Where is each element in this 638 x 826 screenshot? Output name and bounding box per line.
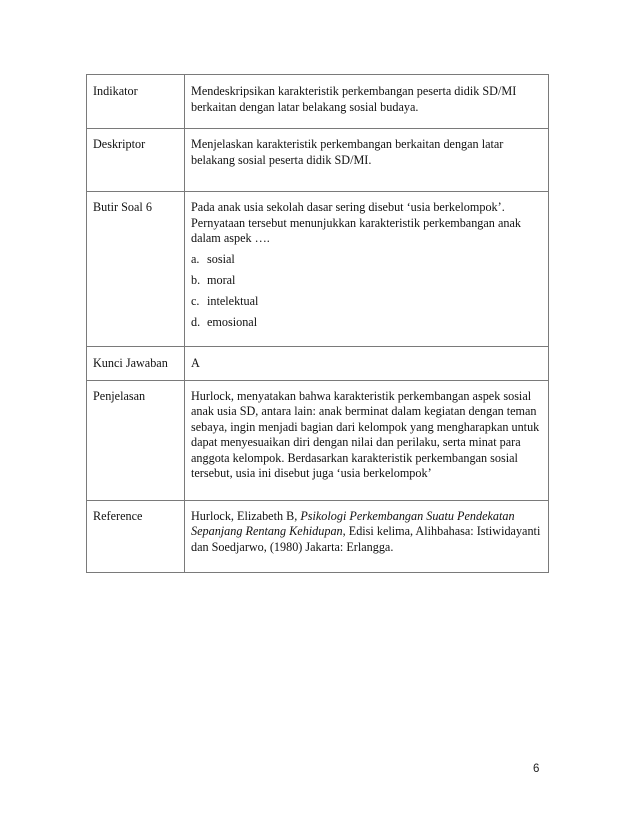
option-text: intelektual <box>207 293 259 308</box>
reference-author: Hurlock, Elizabeth B, <box>191 508 301 523</box>
table-row-kunci-jawaban <box>87 347 549 381</box>
penjelasan-text: Hurlock, menyatakan bahwa karakteristik perkembangan aspek sosial anak usia SD, antara lain: anak berminat dalam kegiatan dengan teman sebaya, ingin menjadi bagian dari kelompok yang mengharapkan untuk dapat menyesuaikan diri dengan nilai dan perilaku, serta minat para anggota kelompok. Berdasarkan karakteristik perkembangan sosial tersebut, usia ini disebut juga ‘usia berkelompok’ <box>185 380 549 500</box>
option-letter: d. <box>191 314 201 329</box>
option-c <box>191 294 543 310</box>
question-card-table <box>86 74 549 573</box>
option-letter: a. <box>191 251 200 266</box>
option-text: emosional <box>207 314 258 329</box>
indikator-text: Mendeskripsikan karakteristik perkembangan peserta didik SD/MI berkaitan dengan latar belakang sosial budaya. <box>185 75 549 129</box>
option-text: sosial <box>207 251 235 266</box>
option-letter: c. <box>191 293 200 308</box>
deskriptor-text: Menjelaskan karakteristik perkembangan berkaitan dengan latar belakang sosial peserta didik SD/MI. <box>185 129 549 192</box>
option-letter: b. <box>191 272 201 287</box>
option-text: moral <box>207 272 236 287</box>
butir-soal-cell <box>185 192 549 347</box>
butir-soal-label: Butir Soal 6 <box>87 192 185 347</box>
kunci-jawaban-text: A <box>185 347 549 381</box>
indikator-label: Indikator <box>87 75 185 129</box>
page-number: 6 <box>533 763 540 775</box>
option-b <box>191 273 543 289</box>
reference-text <box>185 500 549 572</box>
deskriptor-label: Deskriptor <box>87 129 185 192</box>
table-row-penjelasan <box>87 380 549 500</box>
option-a <box>191 252 543 268</box>
reference-book-title: Psikologi Perkembangan Suatu Pendekatan Sepanjang Rentang Kehidupan <box>191 508 515 538</box>
butir-soal-question: Pada anak usia sekolah dasar sering disebut ‘usia berkelompok’. Pernyataan tersebut menunjukkan karakteristik perkembangan anak dalam aspek …. <box>191 200 521 245</box>
table-row-indikator <box>87 75 549 129</box>
option-d <box>191 315 543 331</box>
table-row-butir-soal <box>87 192 549 347</box>
answer-options <box>191 252 543 331</box>
reference-label: Reference <box>87 500 185 572</box>
reference-publication: , Edisi kelima, Alihbahasa: Istiwidayanti dan Soedjarwo, (1980) Jakarta: Erlangga. <box>191 524 541 554</box>
table-row-reference <box>87 500 549 572</box>
penjelasan-label: Penjelasan <box>87 380 185 500</box>
kunci-jawaban-label: Kunci Jawaban <box>87 347 185 381</box>
table-row-deskriptor <box>87 129 549 192</box>
